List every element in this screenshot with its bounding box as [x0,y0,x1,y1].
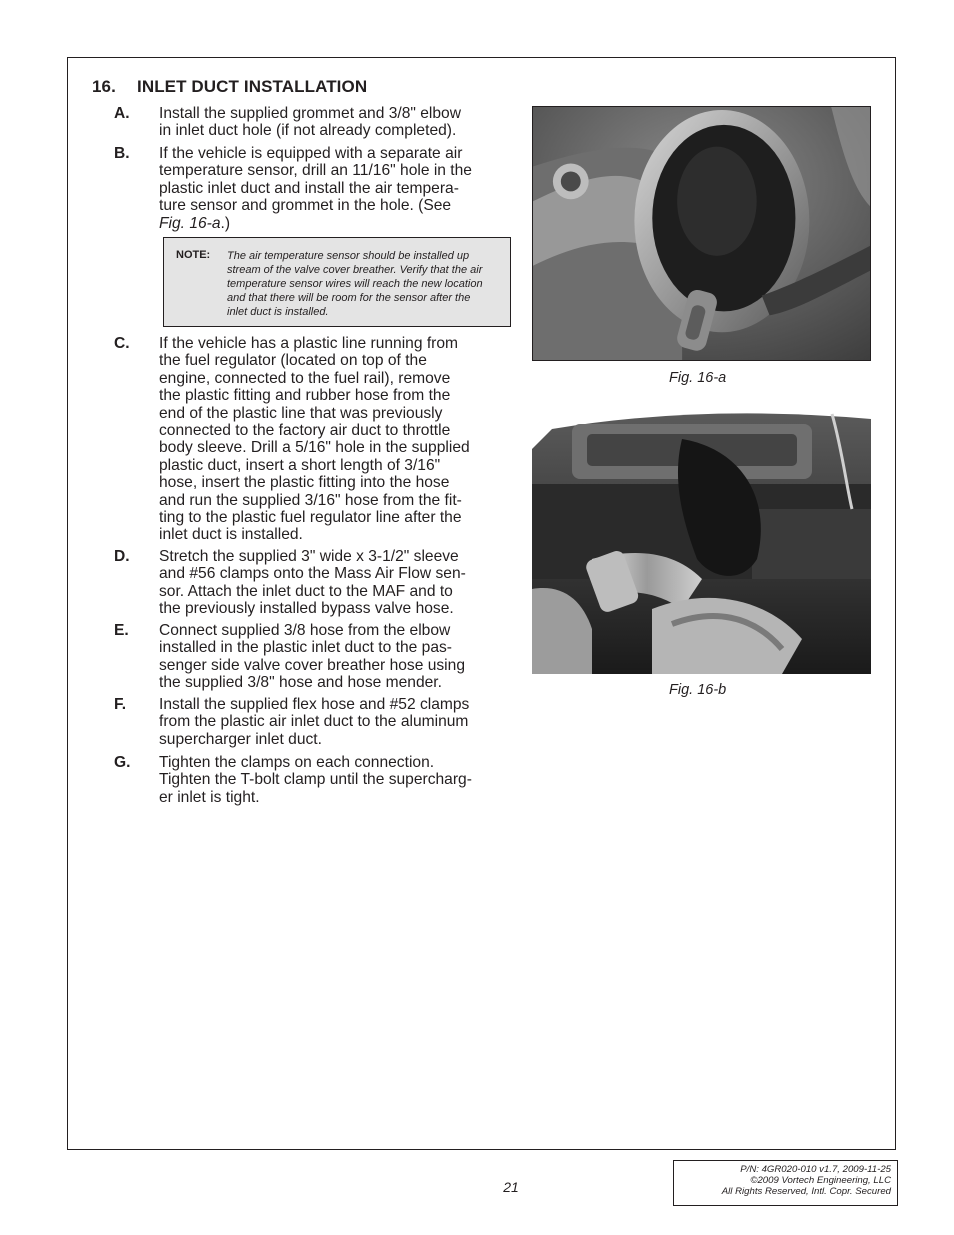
step-line: body sleeve. Drill a 5/16" hole in the supplied [159,439,470,457]
step-line: plastic inlet duct and install the air tempera- [159,179,459,197]
step-line: and run the supplied 3/16" hose from the fit- [159,491,462,509]
step-letter: B. [114,145,130,162]
note-line: temperature sensor wires will reach the new location [227,278,483,290]
step-letter: A. [114,105,130,122]
section-heading [92,77,367,97]
step-line: temperature sensor, drill an 11/16" hole in the [159,162,472,180]
step-line: er inlet is tight. [159,788,260,806]
step-line: Install the supplied flex hose and #52 clamps [159,696,470,713]
step-line: ting to the plastic fuel regulator line after the [159,509,462,527]
step-line: If the vehicle is equipped with a separate air [159,145,463,162]
step-line: the plastic fitting and rubber hose from the [159,387,451,405]
step-line: connected to the factory air duct to throttle [159,422,451,440]
step-line: inlet duct is installed. [159,526,303,544]
step-letter: C. [114,335,130,352]
note-line: stream of the valve cover breather. Verify that the air [227,264,483,276]
step-line: senger side valve cover breather hose using [159,656,465,674]
step-line: plastic duct, insert a short length of 3/16" [159,456,441,474]
step-line: Install the supplied grommet and 3/8" elbow [159,105,461,122]
step-line: the fuel regulator (located on top of the [159,352,427,370]
step-line: end of the plastic line that was previously [159,404,443,422]
footer-lines [722,1164,891,1197]
step-text [159,754,514,806]
page-number: 21 [503,1179,519,1195]
step-line: engine, connected to the fuel rail), remove [159,369,451,387]
step-letter: G. [114,754,131,771]
step-line: supercharger inlet duct. [159,730,322,748]
note-text [227,249,507,319]
figure-16a-photo [532,106,871,361]
step-letter: D. [114,548,130,565]
step-line-end: .) [220,214,231,232]
rights-text: All Rights Reserved, Intl. Copr. Secured [721,1186,891,1197]
step-text [159,145,514,232]
step-text [159,548,514,618]
step-line: installed in the plastic inlet duct to the pas- [159,639,452,657]
section-number: 16. [92,77,116,96]
section-title: INLET DUCT INSTALLATION [137,77,368,96]
step-line: sor. Attach the inlet duct to the MAF and to [159,582,453,600]
step-letter: E. [114,622,129,639]
step-letter: F. [114,696,127,713]
step-line: Connect supplied 3/8 hose from the elbow [159,622,451,639]
step-line: Tighten the T-bolt clamp until the supercharg- [159,771,472,789]
footer-info-box [673,1160,898,1206]
step-line: Stretch the supplied 3" wide x 3-1/2" sleeve [159,548,459,565]
step-text [159,335,514,544]
step-line: the supplied 3/8" hose and hose mender. [159,674,442,692]
step-text [159,105,514,140]
figure-reference-link: Fig. 16-a [159,214,221,232]
note-box [163,237,511,327]
figure-16b-photo [532,409,871,674]
step-line: Tighten the clamps on each connection. [159,754,435,771]
figure-16b-caption: Fig. 16-b [669,682,727,698]
step-text [159,696,514,748]
step-line [159,215,514,232]
copyright-text: ©2009 Vortech Engineering, LLC [750,1175,891,1186]
step-line: in inlet duct hole (if not already completed). [159,122,457,140]
note-line: The air temperature sensor should be installed up [227,250,470,262]
step-line: ture sensor and grommet in the hole. (See [159,197,452,215]
note-line: inlet duct is installed. [227,306,329,318]
step-line: hose, insert the plastic fitting into the hose [159,474,450,492]
step-line: from the plastic air inlet duct to the aluminum [159,713,469,731]
step-line: and #56 clamps onto the Mass Air Flow sen- [159,565,466,583]
step-line: the previously installed bypass valve hose. [159,600,454,618]
note-label: NOTE: [176,249,211,261]
step-line: If the vehicle has a plastic line running from [159,335,459,352]
figure-16a-caption: Fig. 16-a [669,370,727,386]
step-text [159,622,514,692]
note-line: and that there will be room for the sensor after the [227,292,471,304]
part-number-text: P/N: 4GR020-010 v1.7, 2009-11-25 [740,1164,891,1175]
